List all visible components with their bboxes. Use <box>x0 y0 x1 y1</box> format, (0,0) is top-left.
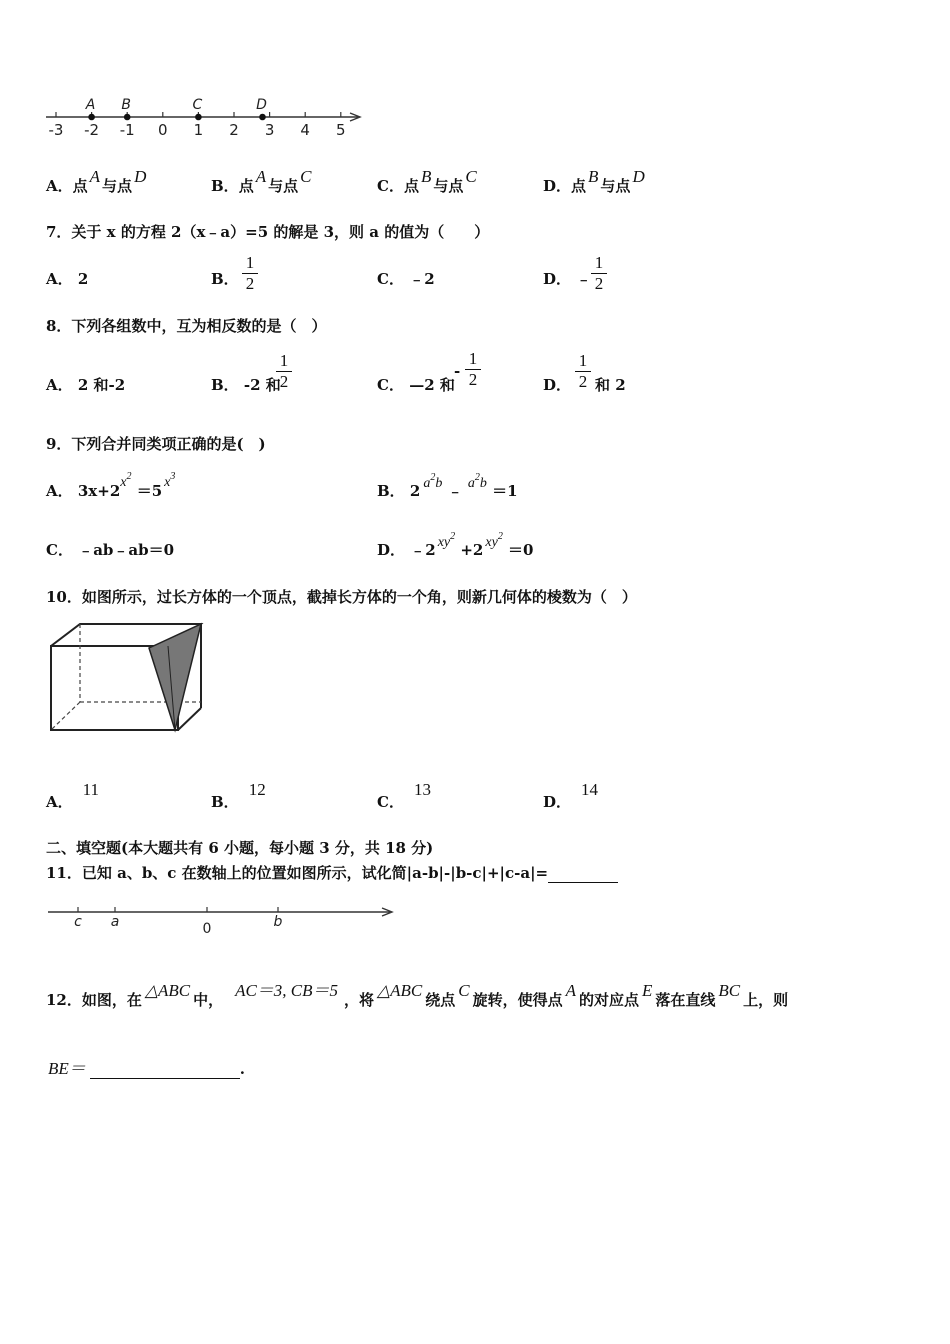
q8-stem: 8．下列各组数中，互为相反数的是（ ） <box>46 317 327 335</box>
q7-d-fraction: 1 2 <box>591 254 607 293</box>
q7-option-d[interactable]: D． ﹣ <box>543 270 592 288</box>
q6-option-c[interactable]: C．点 B 与点 C <box>377 167 477 195</box>
number-line-2-label: a <box>110 914 120 930</box>
q9-option-b[interactable]: B． 2 $a^2b$ ﹣ $a^2b =1$ <box>377 472 518 500</box>
number-line-2-figure <box>44 900 404 940</box>
number-line-tick-label: 5 <box>336 121 346 139</box>
q10-option-d[interactable]: D．14 <box>543 780 599 811</box>
q6-option-a[interactable]: A．点 A 与点 D <box>46 167 147 195</box>
q9-option-d[interactable]: D． ﹣2 $xy^2 +2$ $xy^2 =0$ <box>377 531 534 559</box>
q10-option-a[interactable]: A．11 <box>46 780 100 811</box>
number-line-point-label: D <box>256 97 267 113</box>
number-line-tick-label: 1 <box>193 121 204 139</box>
q6-option-b[interactable]: B．点 A 与点 C <box>211 167 312 195</box>
q12-stem: 12．如图，在 △ABC 中， AC＝3, CB＝5 ，将 △ABC 绕点 C 旋转，使得点 A 的对应点 E 落在直线 BC 上，则 <box>46 981 789 1009</box>
number-line-point <box>259 114 266 121</box>
number-line-point-label: B <box>121 97 132 113</box>
q9-option-a[interactable]: A． $3x+2x^2 =5$ $x^3$ <box>46 471 176 500</box>
number-line-point <box>124 114 131 121</box>
q7-stem: 7．关于 x 的方程 2（x﹣a）=5 的解是 3，则 a 的值为（ ） <box>46 223 490 241</box>
number-line-point-label: C <box>192 97 203 113</box>
number-line-point <box>195 114 202 121</box>
q7-b-fraction: 1 2 <box>242 254 258 293</box>
number-line-tick-label: 0 <box>158 121 168 139</box>
q6-option-d[interactable]: D．点 B 与点 D <box>543 167 645 195</box>
number-line-tick-label: 3 <box>264 121 275 139</box>
q9-option-c[interactable]: C． ﹣ab﹣ab＝0 <box>46 541 175 559</box>
q9-stem: 9．下列合并同类项正确的是( ) <box>46 435 266 453</box>
q12-answer-line: BE＝ . <box>48 1059 246 1078</box>
number-line-point-label: A <box>85 97 96 113</box>
cuboid-figure <box>46 618 211 736</box>
cuboid-hidden-edge-3 <box>51 702 80 730</box>
q8-c-fraction: 1 2 <box>465 350 481 389</box>
q7-option-c[interactable]: C． ﹣2 <box>377 270 435 288</box>
number-line-figure <box>40 92 370 142</box>
q7-option-b[interactable]: B． <box>211 270 239 288</box>
q11-answer-blank[interactable] <box>548 864 618 883</box>
q8-option-c[interactable]: C． —2 和 <box>377 376 455 394</box>
q8-b-fraction: 1 2 <box>276 352 292 391</box>
cuboid-bottom-right-edge <box>178 708 201 730</box>
q8-option-d[interactable]: D． <box>543 376 572 394</box>
q8-d-text: 和 2 <box>595 376 626 394</box>
section-2-title: 二、填空题(本大题共有 6 小题，每小题 3 分，共 18 分) <box>46 839 434 857</box>
number-line-tick-label: 4 <box>300 121 310 139</box>
q11-stem: 11．已知 a、b、c 在数轴上的位置如图所示，试化简|a-b|-|b-c|+|c-a|= <box>46 862 618 883</box>
number-line-2-label: c <box>74 914 82 930</box>
number-line-tick-label: -1 <box>119 121 135 139</box>
number-line-2-label: b <box>273 914 283 930</box>
number-line-point <box>88 114 95 121</box>
q8-c-sign: - <box>454 362 461 380</box>
q8-d-fraction: 1 2 <box>575 352 591 391</box>
number-line-tick-label: -3 <box>48 121 64 139</box>
number-line-tick-label: -2 <box>84 121 100 139</box>
q12-answer-blank[interactable] <box>90 1059 240 1079</box>
q10-stem: 10．如图所示，过长方体的一个顶点，截掉长方体的一个角，则新几何体的棱数为（ ） <box>46 588 637 606</box>
q8-option-a[interactable]: A． 2 和-2 <box>46 376 126 394</box>
q10-option-c[interactable]: C．13 <box>377 780 431 811</box>
q8-option-b[interactable]: B． -2 和 <box>211 376 281 394</box>
q10-option-b[interactable]: B．12 <box>211 780 266 811</box>
number-line-tick-label: 2 <box>229 121 239 139</box>
q7-option-a[interactable]: A． 2 <box>46 270 89 288</box>
number-line-2-label: 0 <box>202 921 212 937</box>
